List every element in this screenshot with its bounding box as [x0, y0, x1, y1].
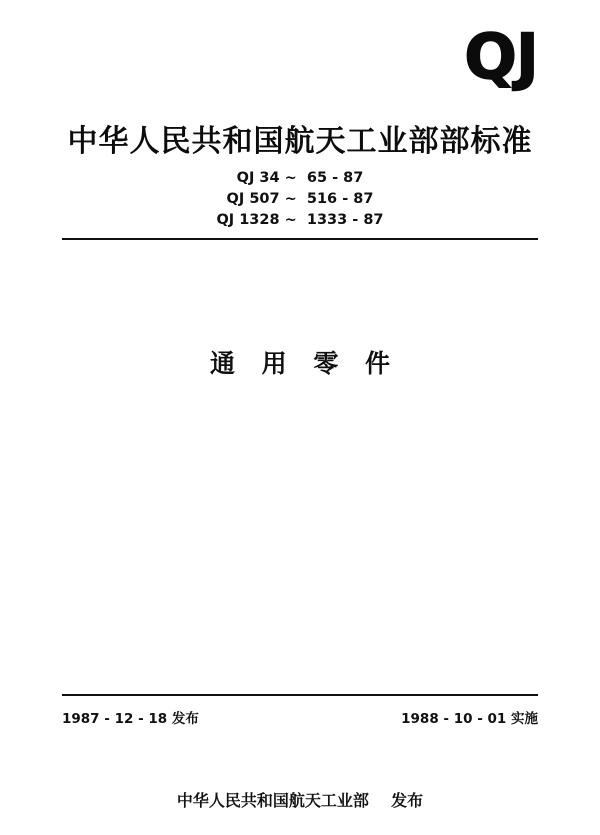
qj-logo: QJ: [464, 20, 538, 93]
effective-date: 1988 - 10 - 01 实施: [401, 711, 538, 727]
issuer-label: 中华人民共和国航天工业部 发布: [176, 791, 424, 810]
subject-title: 通 用 零 件: [209, 349, 400, 378]
standard-number-item: QJ 507 ~ 516 - 87: [226, 191, 374, 207]
standard-number-item: QJ 1328 ~ 1333 - 87: [216, 212, 384, 228]
standard-number-item: QJ 34 ~ 65 - 87: [236, 170, 364, 186]
divider-bottom: [62, 694, 538, 696]
page-title: 中华人民共和国航天工业部部标准: [67, 124, 533, 159]
divider-top: [62, 238, 538, 240]
standard-number-list: [0, 168, 600, 231]
date-row: [62, 707, 538, 727]
publish-date: 1987 - 12 - 18 发布: [62, 711, 199, 727]
